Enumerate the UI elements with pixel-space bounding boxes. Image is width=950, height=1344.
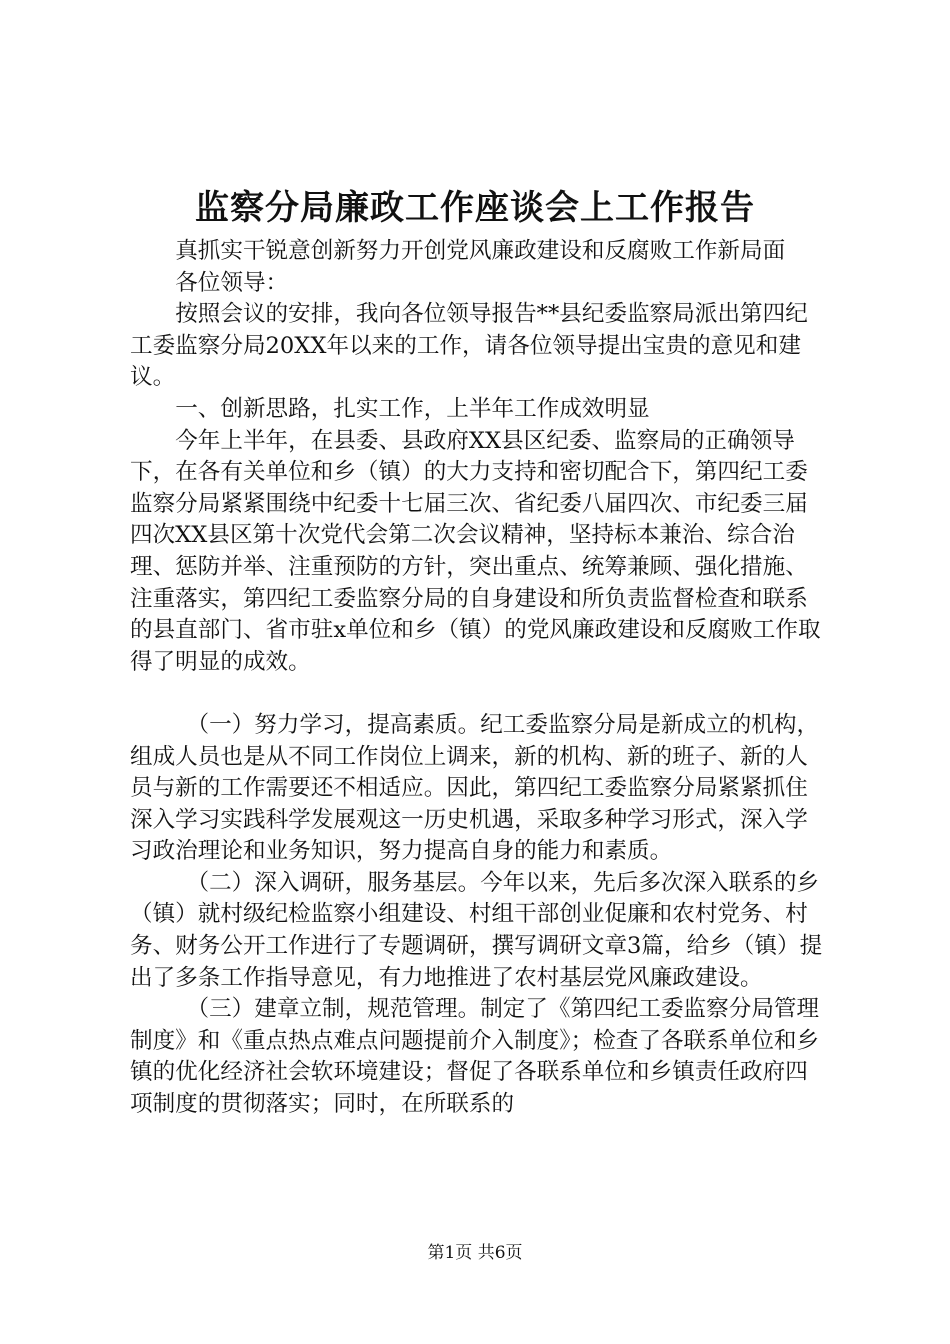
section-heading: 一、创新思路，扎实工作，上半年工作成效明显 [175, 395, 650, 422]
intro-paragraph: 按照会议的安排，我向各位领导报告**县纪委监察局派出第四纪工委监察分局20XX年以来的工作，请各位领导提出宝贵的意见和建议。 [130, 301, 808, 391]
subsection-paragraph: （一）努力学习，提高素质。纪工委监察分局是新成立的机构，组成人员也是从不同工作岗位上调来，新的机构、新的班子、新的人员与新的工作需要还不相适应。因此，第四纪工委监察分局紧紧抓住深入学习实践科学发展观这一历史机遇，采取多种学习形式，深入学习政治理论和业务知识，努力提高自身的能力和素质。 [130, 711, 820, 865]
body-paragraph: 今年上半年，在县委、县政府XX县区纪委、监察局的正确领导下，在各有关单位和乡（镇）的大力支持和密切配合下，第四纪工委监察分局紧紧围绕中纪委十七届三次、省纪委八届四次、市纪委三届四次XX县区第十次党代会第二次会议精神，坚持标本兼治、综合治理、惩防并举、注重预防的方针，突出重点、统筹兼顾、强化措施、注重落实，第四纪工委监察分局的自身建设和所负责监督检查和联系的县直部门、省市驻x单位和乡（镇）的党风廉政建设和反腐败工作取得了明显的成效。 [130, 427, 821, 675]
subsection-paragraph: （二）深入调研，服务基层。今年以来，先后多次深入联系的乡（镇）就村级纪检监察小组建设、村组干部创业促廉和农村党务、村务、财务公开工作进行了专题调研，撰写调研文章3篇，给乡（镇）提出了多条工作指导意见，有力地推进了农村基层党风廉政建设。 [130, 869, 823, 991]
page-number-footer: 第1页 共6页 [427, 1243, 523, 1263]
subtitle-paragraph: 真抓实干锐意创新努力开创党风廉政建设和反腐败工作新局面 [175, 238, 786, 264]
subsection-paragraph: （三）建章立制，规范管理。制定了《第四纪工委监察分局管理制度》和《重点热点难点问题提前介入制度》；检查了各联系单位和乡镇的优化经济社会软环境建设；督促了各联系单位和乡镇责任政府四项制度的贯彻落实；同时，在所联系的 [130, 996, 820, 1118]
paragraph-spacer [130, 678, 830, 710]
document-body [130, 236, 830, 1121]
salutation-paragraph: 各位领导： [175, 269, 289, 296]
document-title: 监察分局廉政工作座谈会上工作报告 [195, 188, 755, 228]
